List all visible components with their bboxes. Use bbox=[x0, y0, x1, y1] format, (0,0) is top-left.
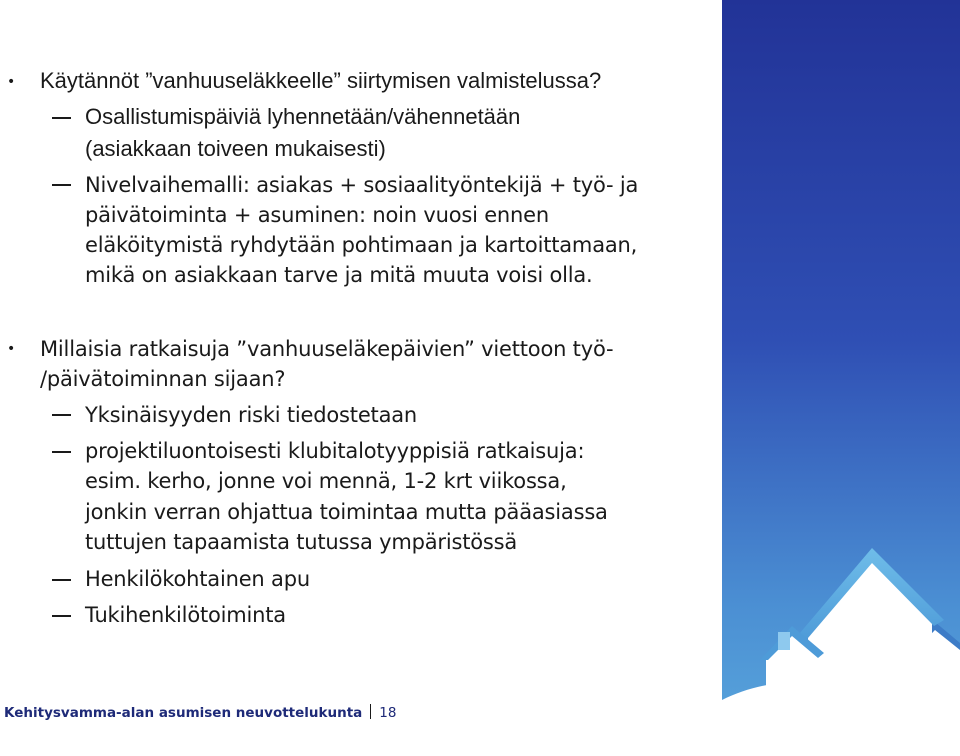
sub-1-1-line-2: (asiakkaan toiveen mukaisesti) bbox=[85, 136, 386, 161]
sub-2-1: Yksinäisyyden riski tiedostetaan bbox=[85, 403, 418, 427]
sub-2-2-line-3: jonkin verran ohjattua toimintaa mutta pääasiassa bbox=[85, 500, 608, 524]
sub-1-2-line-3: eläköitymistä ryhdytään pohtimaan ja kartoittamaan, bbox=[85, 233, 638, 257]
dash-icon bbox=[52, 451, 71, 453]
sub-2-3: Henkilökohtainen apu bbox=[85, 567, 310, 591]
hill-shape bbox=[722, 682, 960, 756]
sub-1-2-line-1: Nivelvaihemalli: asiakas + sosiaalityöntekijä + työ- ja bbox=[85, 173, 639, 197]
side-decoration-panel bbox=[722, 0, 960, 756]
bullet-2-line-2: /päivätoiminnan sijaan? bbox=[40, 367, 286, 391]
sub-2-2-line-4: tuttujen tapaamista tutussa ympäristössä bbox=[85, 530, 518, 554]
page-number: 18 bbox=[379, 705, 397, 721]
sub-2-2-line-1: projektiluontoisesti klubitalotyyppisiä ratkaisuja: bbox=[85, 439, 585, 463]
dash-icon bbox=[52, 615, 71, 617]
footer-organization: Kehitysvamma-alan asumisen neuvottelukunta bbox=[4, 705, 363, 721]
bullet-icon: • bbox=[7, 74, 16, 90]
bullet-icon: • bbox=[7, 341, 16, 357]
dash-icon bbox=[52, 414, 71, 416]
sub-2-4: Tukihenkilötoiminta bbox=[85, 603, 286, 627]
bullet-2-line-1: Millaisia ratkaisuja ”vanhuuseläkepäivien” viettoon työ- bbox=[40, 337, 614, 361]
sub-1-2-line-4: mikä on asiakkaan tarve ja mitä muuta voisi olla. bbox=[85, 263, 593, 287]
sub-2-2-line-2: esim. kerho, jonne voi mennä, 1-2 krt viikossa, bbox=[85, 469, 567, 493]
sub-1-2-line-2: päivätoiminta + asuminen: noin vuosi ennen bbox=[85, 203, 549, 227]
footer-divider bbox=[370, 704, 371, 719]
dash-icon bbox=[52, 117, 71, 119]
bullet-1-text: Käytännöt ”vanhuuseläkkeelle” siirtymisen valmistelussa? bbox=[40, 68, 602, 93]
footer bbox=[4, 703, 396, 723]
sub-1-1-line-1: Osallistumispäiviä lyhennetään/vähennetään bbox=[85, 104, 521, 129]
dash-icon bbox=[52, 579, 71, 581]
dash-icon bbox=[52, 184, 71, 186]
